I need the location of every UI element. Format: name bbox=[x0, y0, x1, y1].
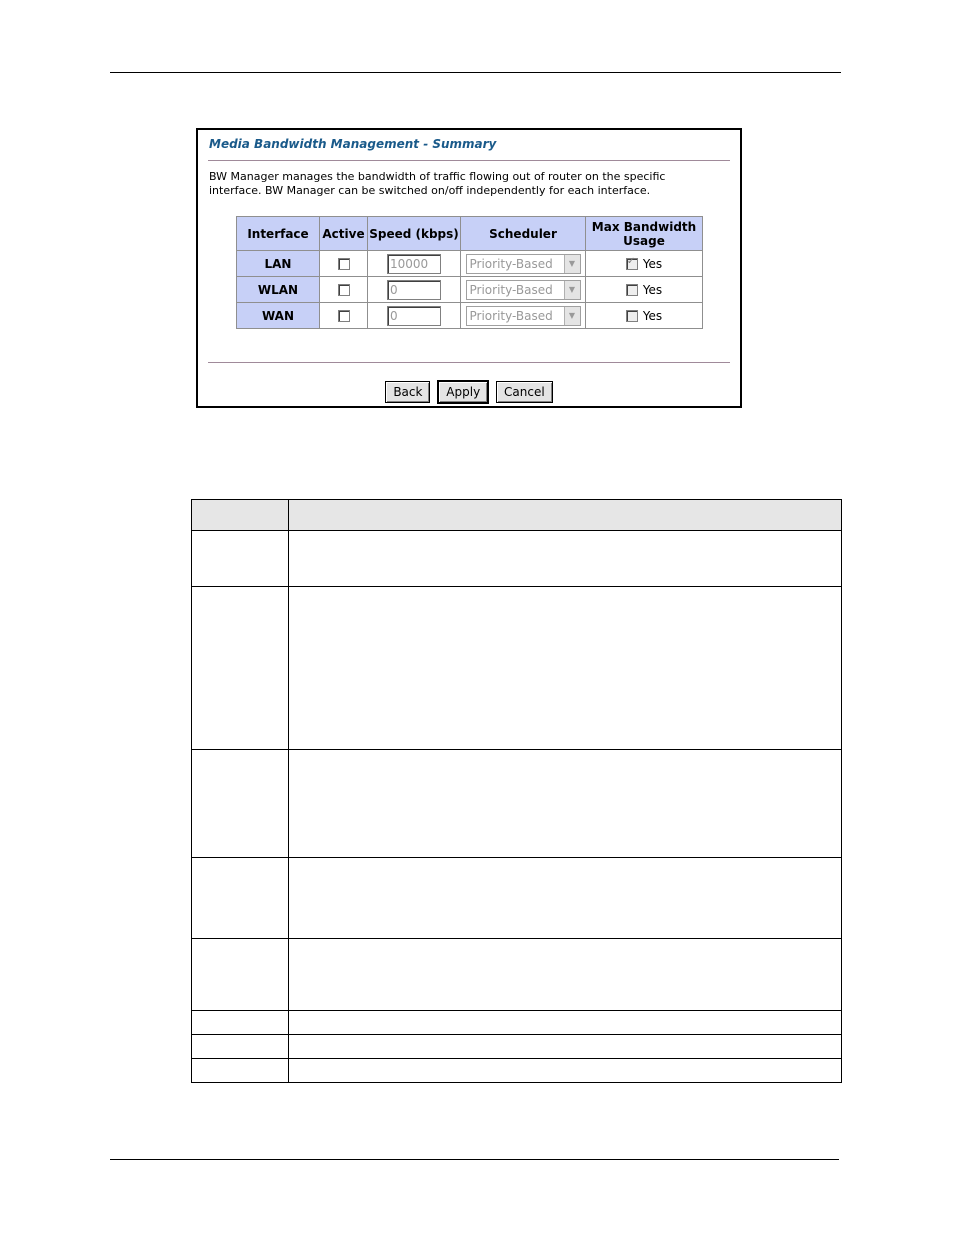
scheduler-select[interactable] bbox=[466, 306, 581, 326]
page-description: BW Manager manages the bandwidth of traffic flowing out of router on the specific interface. BW Manager can be switched on/off independently for each interface. bbox=[209, 170, 666, 197]
max-bandwidth-label: Yes bbox=[642, 256, 663, 271]
interface-name: WAN bbox=[237, 303, 320, 329]
max-bandwidth-checkbox[interactable] bbox=[626, 310, 638, 322]
max-bandwidth-checkbox[interactable] bbox=[626, 258, 638, 270]
header-rule bbox=[110, 72, 841, 73]
column-header-speed: Speed (kbps) bbox=[368, 217, 461, 251]
chevron-down-icon: ▼ bbox=[564, 281, 580, 299]
bandwidth-table bbox=[236, 216, 703, 329]
chevron-down-icon: ▼ bbox=[564, 255, 580, 273]
max-bandwidth-label: Yes bbox=[642, 282, 663, 297]
column-header-interface: Interface bbox=[237, 217, 320, 251]
scheduler-value: Priority-Based bbox=[469, 256, 553, 271]
reference-row bbox=[192, 531, 842, 587]
speed-input[interactable]: 10000 bbox=[387, 254, 441, 274]
max-bandwidth-checkbox[interactable] bbox=[626, 284, 638, 296]
table-row-wlan bbox=[237, 277, 703, 303]
scheduler-select[interactable] bbox=[466, 254, 581, 274]
chevron-down-icon: ▼ bbox=[564, 307, 580, 325]
reference-table bbox=[191, 499, 842, 1083]
interface-name: WLAN bbox=[237, 277, 320, 303]
screenshot-frame bbox=[196, 128, 742, 408]
reference-row bbox=[192, 858, 842, 939]
active-checkbox[interactable] bbox=[338, 258, 350, 270]
apply-button[interactable]: Apply bbox=[438, 381, 488, 403]
reference-row bbox=[192, 1011, 842, 1035]
speed-input[interactable]: 0 bbox=[387, 306, 441, 326]
column-header-scheduler: Scheduler bbox=[461, 217, 586, 251]
footer-rule bbox=[110, 1159, 839, 1160]
table-row-lan bbox=[237, 251, 703, 277]
max-bandwidth-label: Yes bbox=[642, 308, 663, 323]
reference-row bbox=[192, 939, 842, 1011]
reference-row bbox=[192, 587, 842, 750]
title-divider bbox=[208, 160, 730, 161]
reference-row bbox=[192, 1035, 842, 1059]
interface-name: LAN bbox=[237, 251, 320, 277]
scheduler-select[interactable] bbox=[466, 280, 581, 300]
reference-row bbox=[192, 1059, 842, 1083]
active-checkbox[interactable] bbox=[338, 310, 350, 322]
speed-input[interactable]: 0 bbox=[387, 280, 441, 300]
button-bar bbox=[198, 381, 740, 403]
button-divider bbox=[208, 362, 730, 363]
cancel-button[interactable]: Cancel bbox=[496, 381, 553, 403]
column-header-active: Active bbox=[320, 217, 368, 251]
active-checkbox[interactable] bbox=[338, 284, 350, 296]
reference-row bbox=[192, 750, 842, 858]
column-header-max-bandwidth: Max Bandwidth Usage bbox=[586, 217, 703, 251]
page-title: Media Bandwidth Management - Summary bbox=[209, 137, 497, 151]
reference-header-row bbox=[192, 500, 842, 531]
scheduler-value: Priority-Based bbox=[469, 282, 553, 297]
scheduler-value: Priority-Based bbox=[469, 308, 553, 323]
table-row-wan bbox=[237, 303, 703, 329]
back-button[interactable]: Back bbox=[385, 381, 430, 403]
